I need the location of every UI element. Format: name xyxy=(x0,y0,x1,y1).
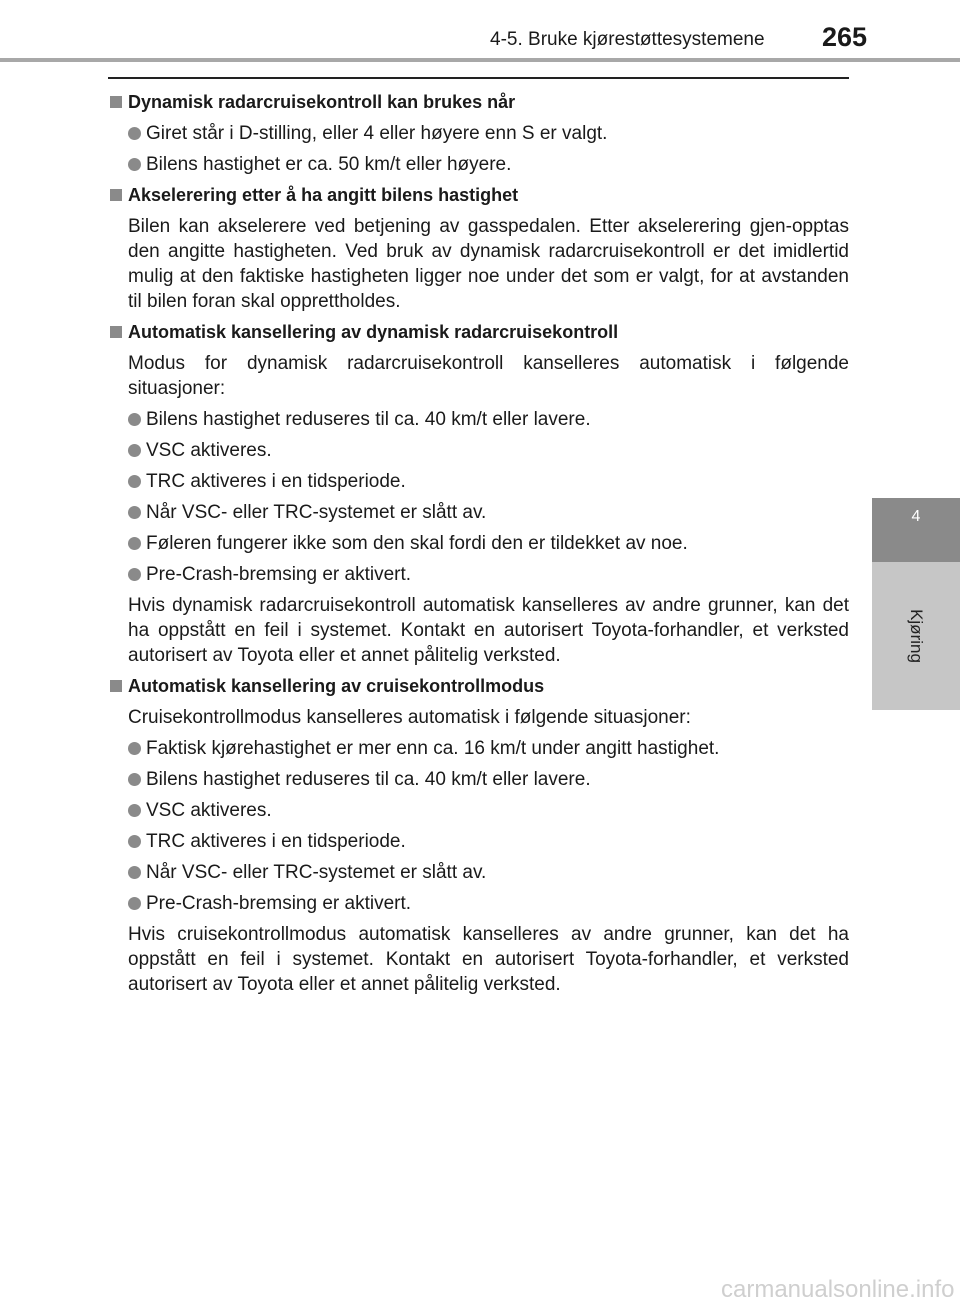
section-heading-text: Automatisk kansellering av cruisekontrollmodus xyxy=(128,676,545,696)
section-heading xyxy=(108,674,849,699)
section-heading xyxy=(108,90,849,115)
bullet-text: Pre-Crash-bremsing er aktivert. xyxy=(146,893,412,914)
circle-bullet-icon xyxy=(128,475,141,488)
bullet-item xyxy=(108,407,849,432)
bullet-text: Bilens hastighet reduseres til ca. 40 km/t eller lavere. xyxy=(146,409,591,430)
circle-bullet-icon xyxy=(128,866,141,879)
chapter-label: Kjøring xyxy=(907,609,926,663)
bullet-text: Når VSC- eller TRC-systemet er slått av. xyxy=(146,862,487,883)
paragraph: Cruisekontrollmodus kanselleres automatisk i følgende situasjoner: xyxy=(128,707,691,728)
bullet-item xyxy=(108,152,849,177)
bullet-item xyxy=(108,798,849,823)
page-number: 265 xyxy=(822,22,868,52)
bullet-text: Faktisk kjørehastighet er mer enn ca. 16 km/t under angitt hastighet. xyxy=(146,738,720,759)
circle-bullet-icon xyxy=(128,537,141,550)
bullet-item xyxy=(108,767,849,792)
circle-bullet-icon xyxy=(128,506,141,519)
bullet-text: VSC aktiveres. xyxy=(146,440,272,461)
bullet-text: VSC aktiveres. xyxy=(146,800,272,821)
section-heading xyxy=(108,320,849,345)
bullet-text: Bilens hastighet reduseres til ca. 40 km/t eller lavere. xyxy=(146,769,591,790)
bullet-text: Pre-Crash-bremsing er aktivert. xyxy=(146,564,412,585)
circle-bullet-icon xyxy=(128,444,141,457)
section-heading-text: Akselerering etter å ha angitt bilens hastighet xyxy=(128,185,519,205)
square-bullet-icon xyxy=(110,96,122,108)
chapter-number: 4 xyxy=(911,508,921,525)
circle-bullet-icon xyxy=(128,804,141,817)
circle-bullet-icon xyxy=(128,897,141,910)
bullet-item xyxy=(108,121,849,146)
bullet-item xyxy=(108,500,849,525)
square-bullet-icon xyxy=(110,680,122,692)
square-bullet-icon xyxy=(110,326,122,338)
paragraph: Hvis cruisekontrollmodus automatisk kanselleres av andre grunner, kan det ha oppstått en feil i systemet. Kontakt en autorisert Toyota-forhandler, et verksted autorisert av Toyota eller et annet pålitelig verksted. xyxy=(128,924,849,995)
watermark: carmanualsonline.info xyxy=(721,1276,955,1303)
bullet-item xyxy=(108,891,849,916)
circle-bullet-icon xyxy=(128,413,141,426)
bullet-text: Bilens hastighet er ca. 50 km/t eller høyere. xyxy=(146,154,512,175)
paragraph: Hvis dynamisk radarcruisekontroll automatisk kanselleres av andre grunner, kan det ha oppstått en feil i systemet. Kontakt en autorisert Toyota-forhandler, et verksted autorisert av Toyota eller et annet pålitelig verksted. xyxy=(128,595,849,666)
bullet-item xyxy=(108,469,849,494)
bullet-text: TRC aktiveres i en tidsperiode. xyxy=(146,831,406,852)
bullet-text: Giret står i D-stilling, eller 4 eller høyere enn S er valgt. xyxy=(146,123,608,144)
circle-bullet-icon xyxy=(128,568,141,581)
paragraph: Bilen kan akselerere ved betjening av gasspedalen. Etter akselerering gjen-opptas den angitte hastigheten. Ved bruk av dynamisk radarcruisekontroll er det imidlertid mulig at den faktiske hastigheten ligger noe under det som er valgt, for at avstanden til bilen foran skal opprettholdes. xyxy=(128,216,849,312)
circle-bullet-icon xyxy=(128,742,141,755)
bullet-text: Føleren fungerer ikke som den skal fordi den er tildekket av noe. xyxy=(146,533,688,554)
header-rule xyxy=(0,58,960,62)
circle-bullet-icon xyxy=(128,835,141,848)
section-heading-text: Automatisk kansellering av dynamisk radarcruisekontroll xyxy=(128,322,619,342)
bullet-item xyxy=(108,438,849,463)
section-heading-text: Dynamisk radarcruisekontroll kan brukes når xyxy=(128,92,516,112)
section-title: 4-5. Bruke kjørestøttesystemene xyxy=(490,29,765,50)
bullet-item xyxy=(108,860,849,885)
section-heading xyxy=(108,183,849,208)
circle-bullet-icon xyxy=(128,773,141,786)
circle-bullet-icon xyxy=(128,158,141,171)
bullet-item xyxy=(108,829,849,854)
bullet-text: Når VSC- eller TRC-systemet er slått av. xyxy=(146,502,487,523)
paragraph: Modus for dynamisk radarcruisekontroll kanselleres automatisk i følgende situasjoner: xyxy=(128,353,849,399)
square-bullet-icon xyxy=(110,189,122,201)
page-content xyxy=(108,90,849,1003)
circle-bullet-icon xyxy=(128,127,141,140)
bullet-item xyxy=(108,562,849,587)
content-top-rule xyxy=(108,77,849,79)
bullet-item xyxy=(108,531,849,556)
bullet-text: TRC aktiveres i en tidsperiode. xyxy=(146,471,406,492)
bullet-item xyxy=(108,736,849,761)
